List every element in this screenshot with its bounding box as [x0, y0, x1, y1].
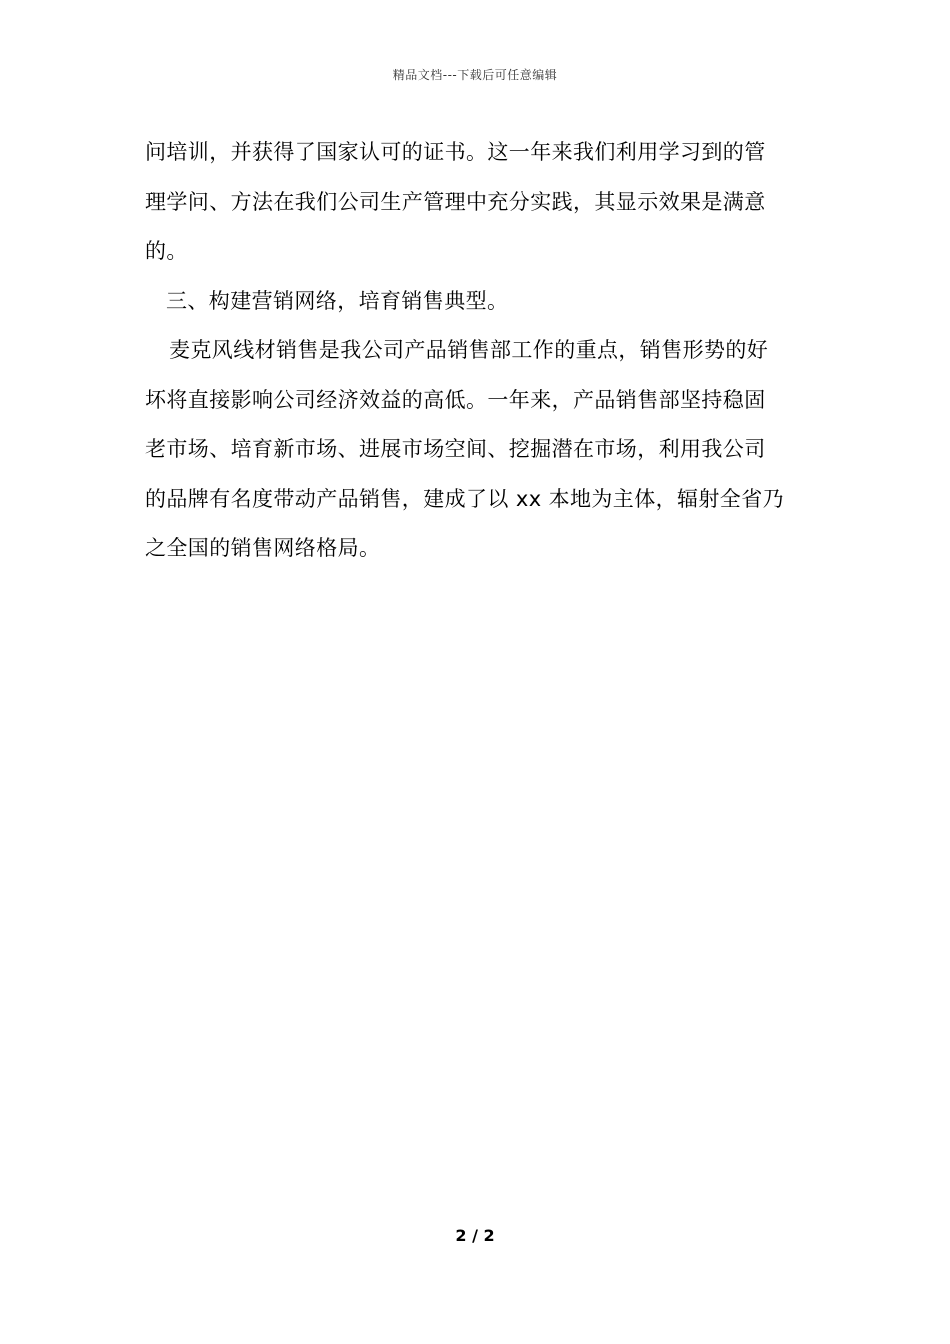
section-heading: 三、构建营销网络，培育销售典型。: [166, 288, 509, 313]
document-body: [145, 128, 807, 574]
paragraph-sales: 麦克风线材销售是我公司产品销售部工作的重点，销售形势的好 坏将直接影响公司经济效益的高低。一年来，产品销售部坚持稳固 老市场、培育新市场、进展市场空间、挖掘潜在市场，利用我公司 的品牌有名度带动产品销售，建成了以 xx 本地为主体，辐射全省乃 之全国的销售网络格局。: [145, 338, 785, 560]
paragraph-continued: 问培训，并获得了国家认可的证书。这一年来我们利用学习到的管 理学问、方法在我们公司生产管理中充分实践，其显示效果是满意 的。: [145, 140, 766, 263]
page-header: 精品文档---下载后可任意编辑: [392, 68, 558, 82]
page-number: 2 / 2: [455, 1226, 495, 1245]
